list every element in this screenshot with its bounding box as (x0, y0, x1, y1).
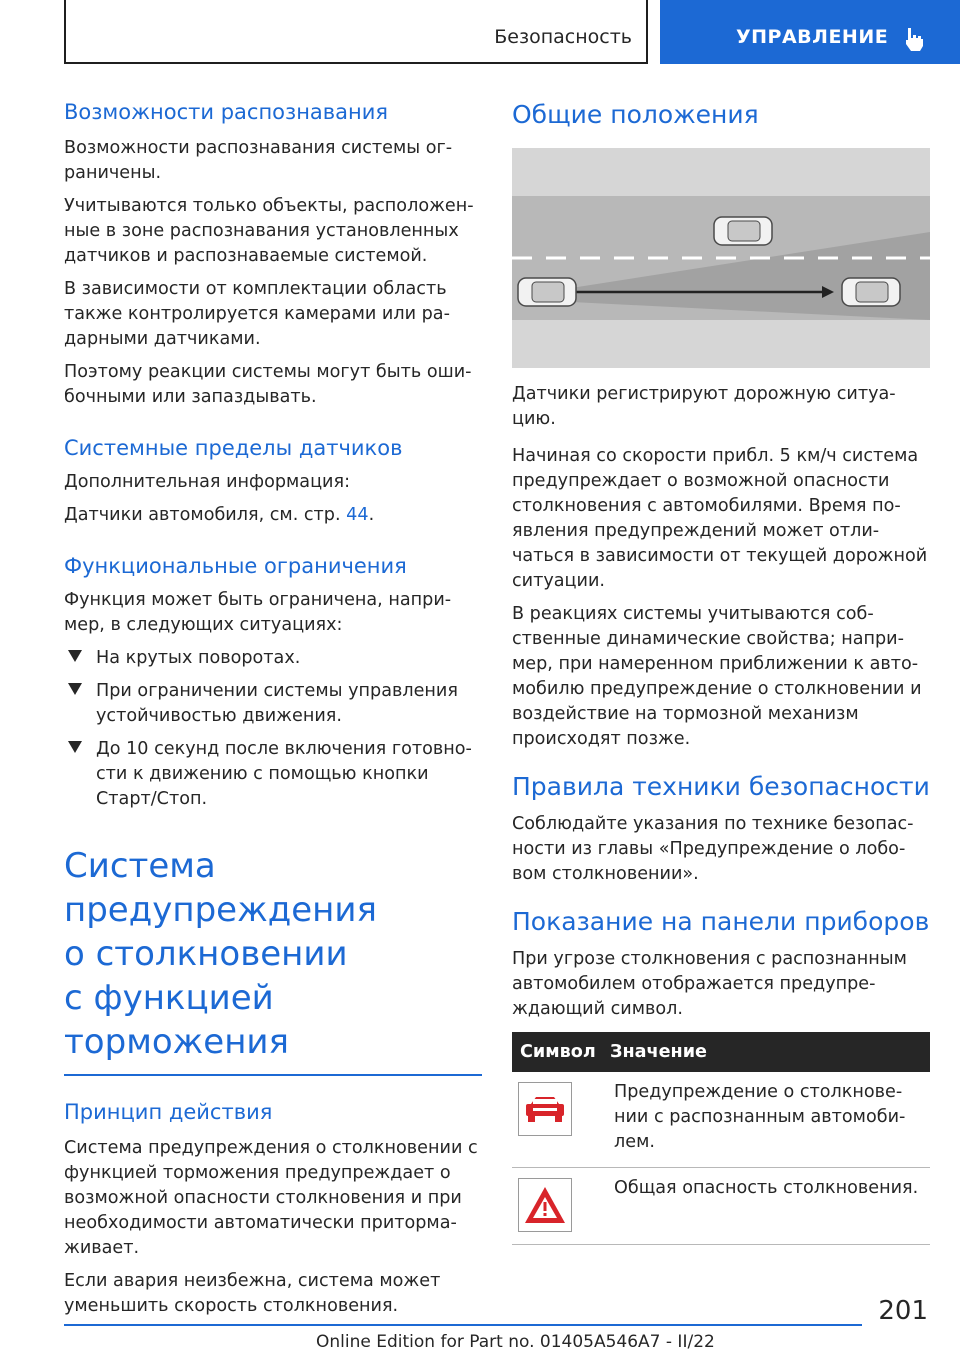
triangle-bullet-icon (68, 650, 82, 662)
table-header-row (512, 1032, 930, 1072)
header-chapter-label: УПРАВЛЕНИЕ (736, 26, 889, 48)
display-paragraph: При угрозе столкновения с распознанным автомобилем отображается предупре- ждающий символ. (512, 949, 907, 1019)
sensor-limits-reference-text: Датчики автомобиля, см. стр. (64, 505, 347, 525)
car-icon (714, 217, 772, 245)
symbol-cell (512, 1072, 602, 1168)
table-header-symbol: Символ (512, 1032, 602, 1072)
functional-limits-intro: Функция может быть ограничена, напри- мер, в следующих ситуациях: (64, 590, 452, 635)
table-row (512, 1072, 930, 1168)
footer-divider (64, 1324, 862, 1326)
page-reference-link[interactable]: 44 (346, 505, 369, 525)
list-item-text: При ограничении системы управления устойчивостью движения. (96, 681, 458, 726)
table-row (512, 1168, 930, 1245)
header-chapter-tab[interactable] (660, 0, 960, 64)
safety-paragraph: Соблюдайте указания по технике безопас- ности из главы «Предупреждение о лобо- вом столкновении». (512, 814, 914, 884)
triangle-bullet-icon (68, 683, 82, 695)
symbol-cell (512, 1168, 602, 1245)
chapter-title-line-2: о столкновении (64, 934, 348, 974)
sensor-limits-heading: Системные пределы датчиков (64, 436, 403, 460)
page-number: 201 (878, 1296, 928, 1326)
symbol-table (512, 1032, 930, 1245)
list-item (64, 646, 482, 671)
principle-paragraph-1: Система предупреждения о столкновении с функцией торможения предупреждает о возможной опасности столкновения и при необходимости автоматически приторма- живает. (64, 1138, 478, 1258)
warning-triangle-icon (518, 1178, 572, 1232)
recognition-paragraph-1: Возможности распознавания системы ог- раничены. (64, 138, 453, 183)
recognition-heading: Возможности распознавания (64, 100, 389, 124)
general-heading: Общие положения (512, 100, 759, 129)
safety-heading: Правила техники безопасности (512, 772, 930, 801)
sensor-illustration (512, 148, 930, 368)
sensor-limits-reference-end: . (368, 505, 375, 525)
list-item (64, 679, 482, 729)
footer-edition-text: Online Edition for Part no. 01405A546A7 - II/22 (316, 1332, 715, 1352)
general-paragraph-2: В реакциях системы учитываются соб- ственные динамические свойства; напри- мер, при намеренном приближении к авто- мобилю предупреждение о столкновении и воздействие на тормозной механизм происходят позже. (512, 604, 922, 749)
principle-heading: Принцип действия (64, 1100, 273, 1124)
recognition-paragraph-2: Учитываются только объекты, расположен- ные в зоне распознавания установленных датчиков и распознаваемые системой. (64, 196, 474, 266)
meaning-cell: Общая опасность столкновения. (602, 1168, 930, 1245)
hand-pointer-icon (902, 26, 928, 56)
recognition-paragraph-4: Поэтому реакции системы могут быть оши- бочными или запаздывать. (64, 362, 472, 407)
list-item (64, 737, 482, 812)
header-section-title: Безопасность (494, 26, 632, 48)
car-warning-icon (518, 1082, 572, 1136)
functional-limits-heading: Функциональные ограничения (64, 554, 407, 578)
chapter-title-line-3: с функцией торможения (64, 978, 289, 1062)
header-section-box (64, 0, 648, 64)
illustration-caption: Датчики регистрируют дорожную ситуа- цию. (512, 384, 896, 429)
list-item-text: На крутых поворотах. (96, 648, 301, 668)
car-icon (518, 278, 576, 306)
chapter-divider (64, 1074, 482, 1076)
display-heading: Показание на панели приборов (512, 907, 930, 936)
table-header-meaning: Значение (602, 1032, 930, 1072)
sensor-limits-paragraph-1: Дополнительная информация: (64, 472, 350, 492)
chapter-title (64, 844, 482, 1064)
functional-limits-list (64, 646, 482, 812)
left-column (64, 98, 482, 1319)
chapter-title-line-1: Система предупреждения (64, 846, 377, 930)
right-column (512, 98, 930, 1245)
car-icon (842, 278, 900, 306)
sensor-limits-paragraph-2 (64, 503, 482, 528)
recognition-paragraph-3: В зависимости от комплектации область также контролируется камерами или ра- дарными датчиками. (64, 279, 450, 349)
triangle-bullet-icon (68, 741, 82, 753)
principle-paragraph-2: Если авария неизбежна, система может уменьшить скорость столкновения. (64, 1271, 441, 1316)
list-item-text: До 10 секунд после включения готовно- сти к движению с помощью кнопки Старт/Стоп. (96, 739, 472, 809)
general-paragraph-1: Начиная со скорости прибл. 5 км/ч система предупреждает о возможной опасности столкновения с автомобилями. Время по- явления предупреждений может отли- чаться в зависимости от текущей дорожной ситуации. (512, 446, 928, 591)
meaning-cell: Предупреждение о столкнове- нии с распознанным автомоби- лем. (602, 1072, 930, 1168)
